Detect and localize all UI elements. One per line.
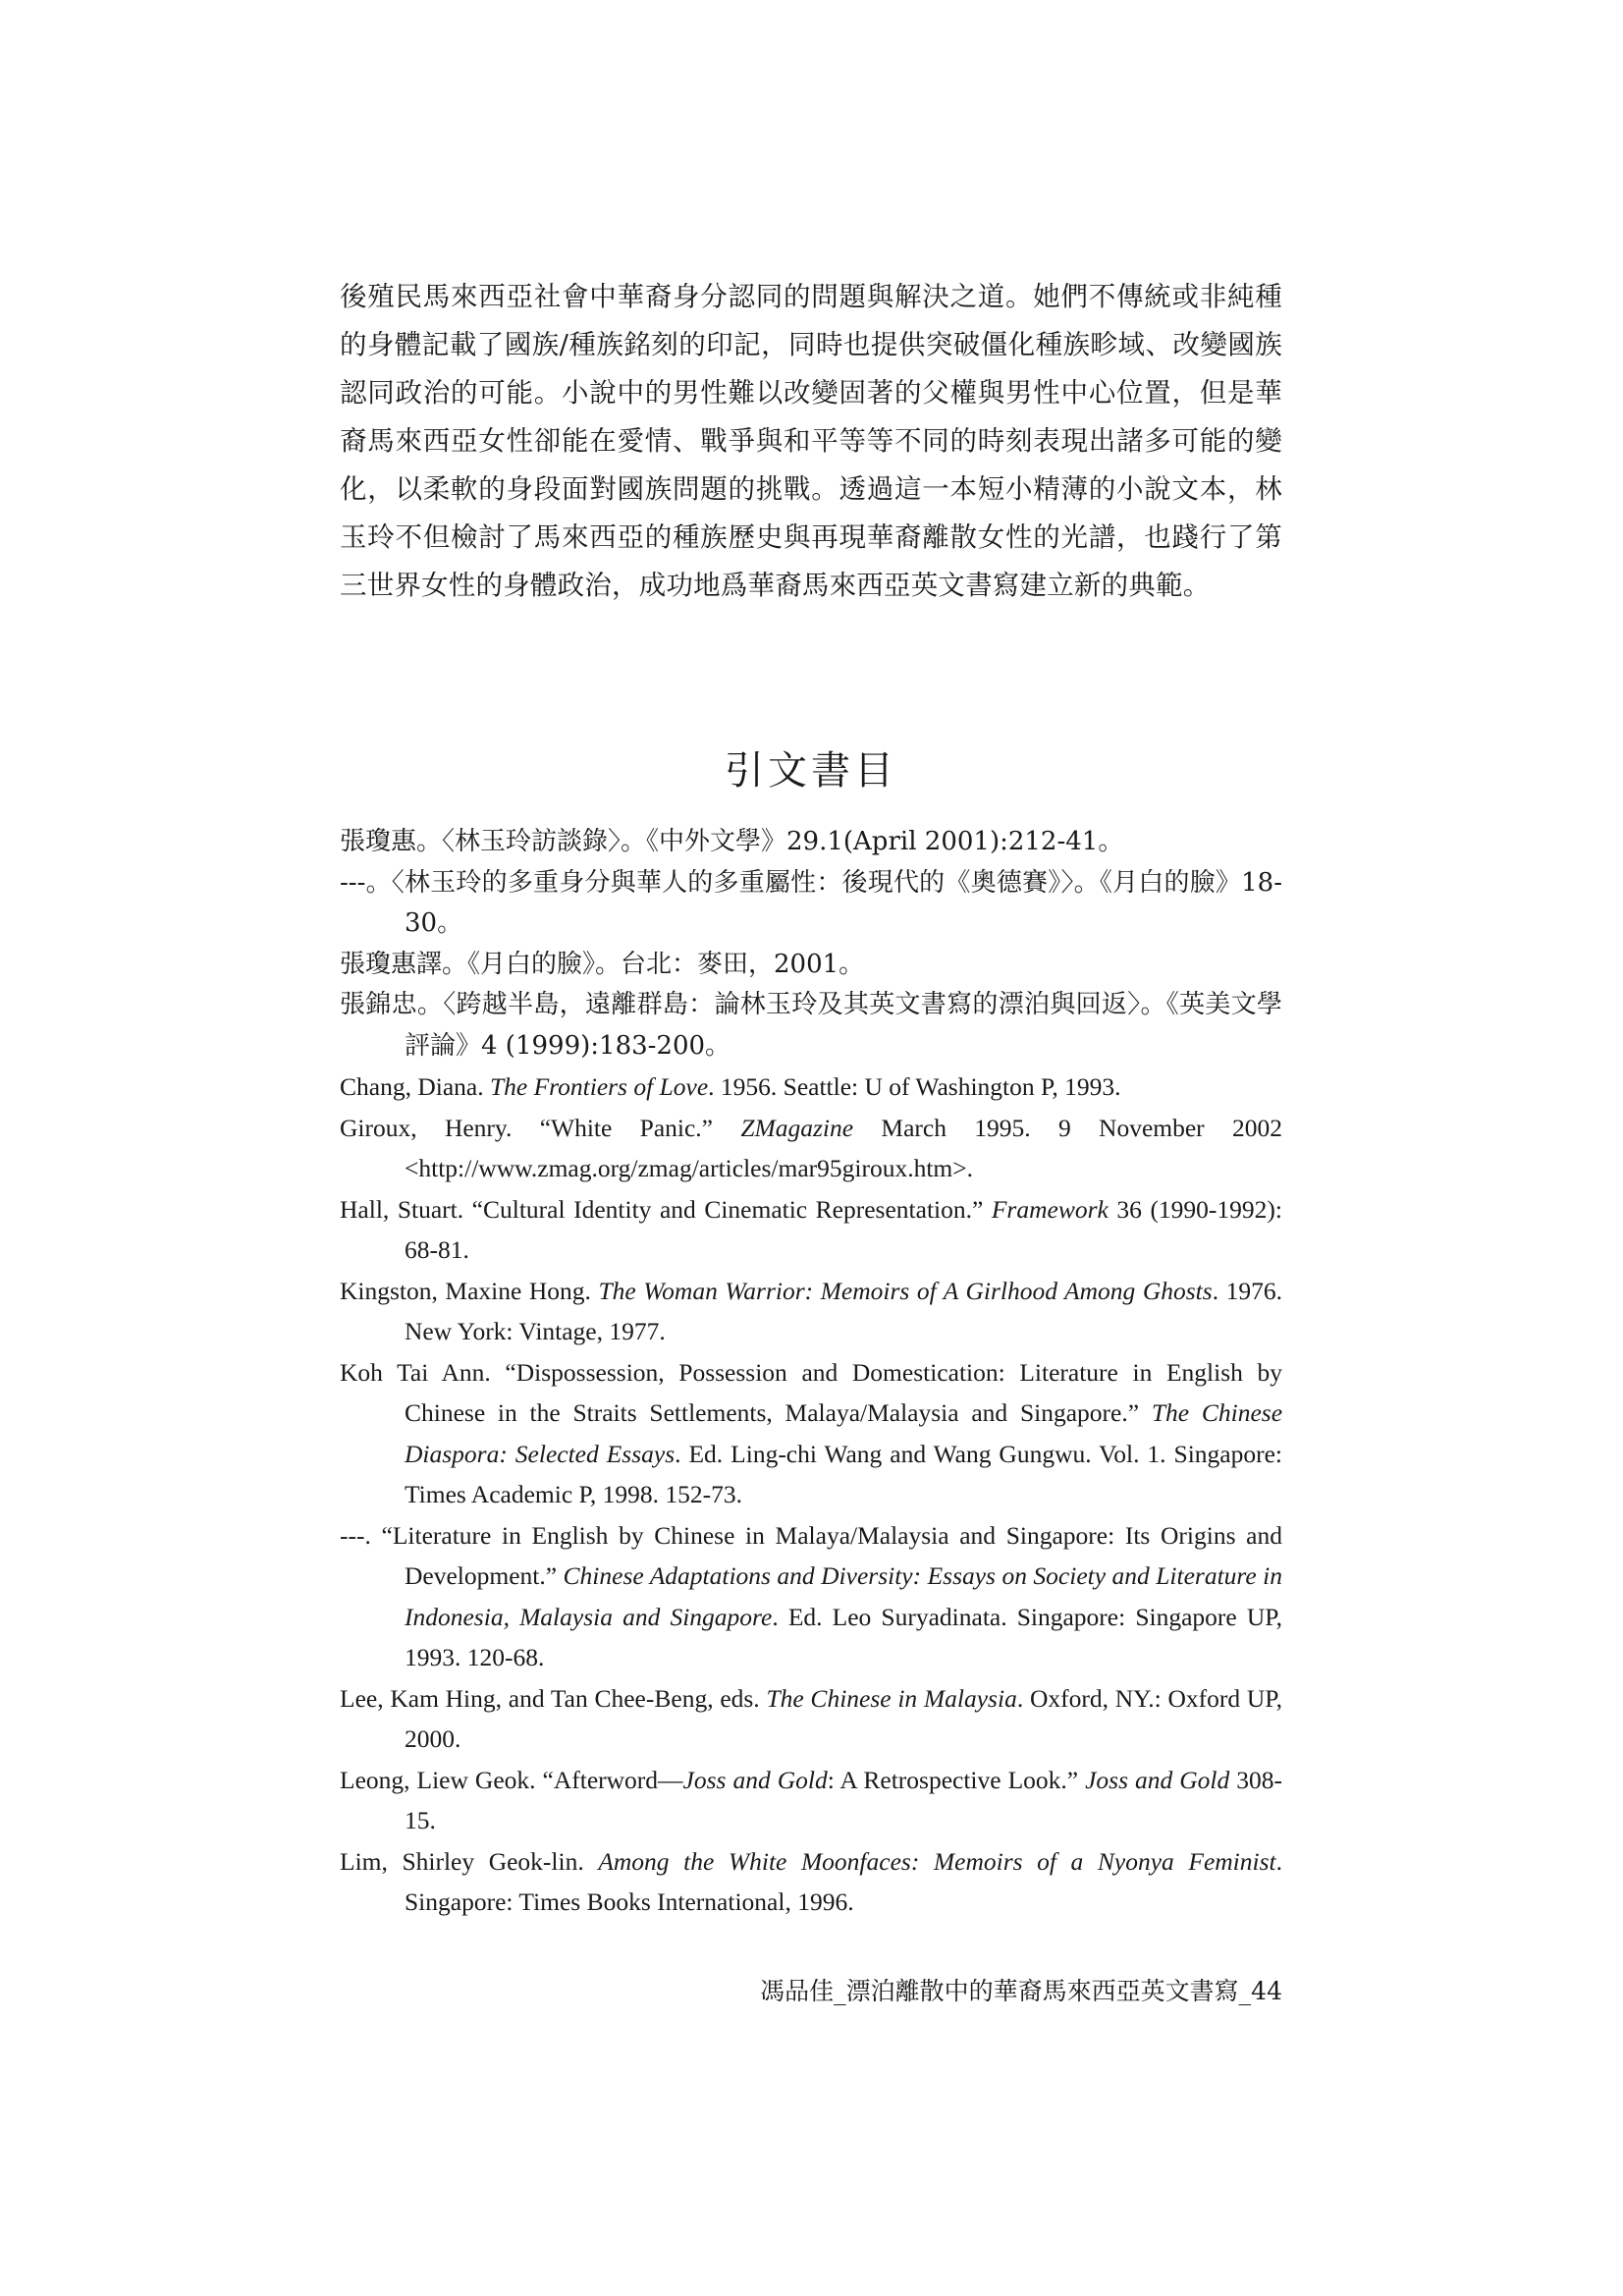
reference-title: Joss and Gold	[682, 1765, 828, 1794]
reference-title: Framework	[991, 1194, 1109, 1224]
reference-text: 張瓊惠譯。《月白的臉》。台北：麥田，2001。	[340, 949, 865, 979]
reference-text: 張錦忠。〈跨越半島，遠離群島：論林玉玲及其英文書寫的漂泊與回返〉。《英美文學評論》4 (1999):183-200。	[340, 990, 1282, 1061]
reference-entry	[340, 985, 1282, 1066]
page-content	[340, 273, 1282, 1923]
reference-text: Giroux, Henry. “White Panic.”	[340, 1113, 741, 1142]
reference-text: ---. “Literature in English by Chinese in Malaya/Malaysia and Singapore: Its Origins and Development.”	[340, 1520, 1282, 1590]
reference-title: The Chinese in Malaysia	[766, 1683, 1017, 1713]
reference-entry	[340, 1678, 1282, 1760]
reference-entry	[340, 945, 1282, 986]
reference-text: Lim, Shirley Geok-lin.	[340, 1846, 599, 1876]
reference-text: . Ed. Ling-chi Wang and Wang Gungwu. Vol. 1. Singapore: Times Academic P, 1998. 152-73.	[405, 1439, 1283, 1508]
reference-entry	[340, 1271, 1282, 1352]
reference-text: Chang, Diana.	[340, 1072, 490, 1101]
reference-entry	[340, 1760, 1282, 1841]
reference-entry	[340, 1515, 1282, 1678]
reference-text: . Oxford, NY.: Oxford UP, 2000.	[405, 1683, 1283, 1753]
reference-text: Leong, Liew Geok. “Afterword—	[340, 1765, 683, 1794]
reference-text: 36 (1990-1992): 68-81.	[405, 1194, 1282, 1264]
reference-text: Hall, Stuart. “Cultural Identity and Cinematic Representation.”	[340, 1194, 992, 1224]
reference-title: Among the White Moonfaces: Memoirs of a Nyonya Feminist	[598, 1846, 1276, 1876]
reference-entry	[340, 1189, 1282, 1271]
reference-text: . 1976. New York: Vintage, 1977.	[405, 1276, 1282, 1345]
reference-title: ZMagazine	[740, 1113, 854, 1142]
references-list	[340, 822, 1282, 1923]
reference-entry	[340, 1108, 1282, 1189]
reference-title: Joss and Gold	[1085, 1765, 1230, 1794]
section-heading: 引文書目	[725, 748, 897, 793]
reference-text: . Ed. Leo Suryadinata. Singapore: Singapore UP, 1993. 120-68.	[405, 1602, 1282, 1671]
reference-entry	[340, 1066, 1282, 1108]
reference-title: Chinese Adaptations and Diversity: Essays on Society and Literature in Indonesia, Malaysia and Singapore	[405, 1561, 1282, 1631]
reference-text: : A Retrospective Look.”	[827, 1765, 1086, 1794]
reference-entry	[340, 1352, 1282, 1515]
reference-title: The Woman Warrior: Memoirs of A Girlhood Among Ghosts	[598, 1276, 1213, 1305]
reference-text: 張瓊惠。〈林玉玲訪談錄〉。《中外文學》29.1(April 2001):212-41。	[340, 827, 1124, 856]
reference-text: Lee, Kam Hing, and Tan Chee-Beng, eds.	[340, 1683, 767, 1713]
reference-text: Kingston, Maxine Hong.	[340, 1276, 599, 1305]
reference-title: The Chinese Diaspora: Selected Essays	[405, 1398, 1283, 1468]
reference-text: March 1995. 9 November 2002 <http://www.zmag.org/zmag/articles/mar95giroux.htm>.	[405, 1113, 1282, 1182]
page-footer: 馮品佳_漂泊離散中的華裔馬來西亞英文書寫_44	[760, 1977, 1282, 2005]
reference-text: Koh Tai Ann. “Dispossession, Possession and Domestication: Literature in English by Chinese in the Straits Settlements, Malaya/Malaysia and Singapore.”	[340, 1357, 1282, 1427]
reference-text: ---。〈林玉玲的多重身分與華人的多重屬性：後現代的《奧德賽》〉。《月白的臉》18-30。	[340, 867, 1282, 938]
reference-entry	[340, 822, 1282, 863]
reference-entry	[340, 1841, 1282, 1923]
reference-text: 308-15.	[405, 1765, 1282, 1834]
reference-entry	[340, 863, 1282, 945]
reference-text: . Singapore: Times Books International, 1996.	[405, 1846, 1282, 1916]
body-paragraph: 後殖民馬來西亞社會中華裔身分認同的問題與解決之道。她們不傳統或非純種的身體記載了國族/種族銘刻的印記，同時也提供突破僵化種族畛域、改變國族認同政治的可能。小說中的男性難以改變固著的父權與男性中心位置，但是華裔馬來西亞女性卻能在愛情、戰爭與和平等等不同的時刻表現出諸多可能的變化，以柔軟的身段面對國族問題的挑戰。透過這一本短小精薄的小說文本，林玉玲不但檢討了馬來西亞的種族歷史與再現華裔離散女性的光譜，也踐行了第三世界女性的身體政治，成功地爲華裔馬來西亞英文書寫建立新的典範。	[340, 281, 1282, 601]
reference-text: . 1956. Seattle: U of Washington P, 1993.	[708, 1072, 1121, 1101]
reference-title: The Frontiers of Love	[489, 1072, 709, 1101]
